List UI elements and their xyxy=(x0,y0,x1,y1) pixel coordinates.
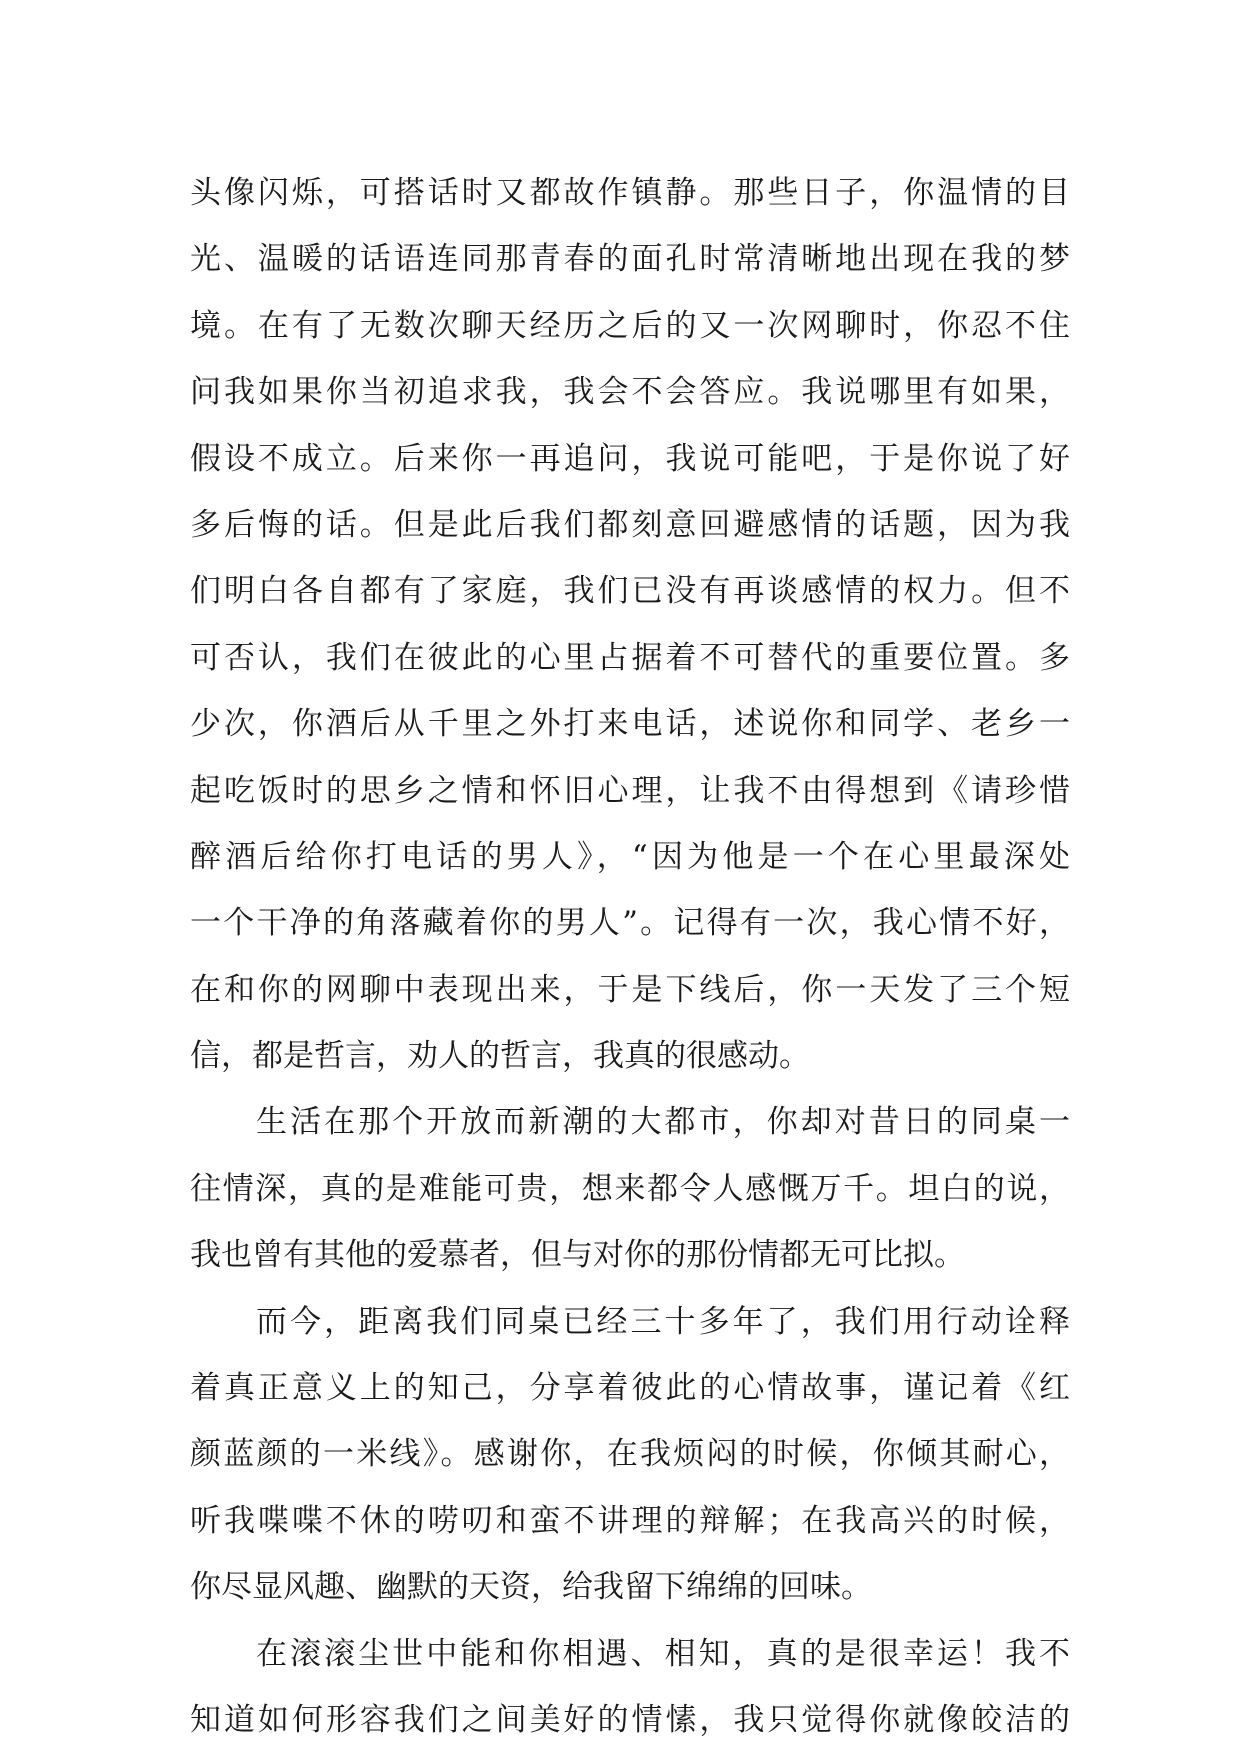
text-line: 生活在那个开放而新潮的大都市，你却对昔日的同桌一 xyxy=(256,1104,1070,1141)
text-line: 在滚滚尘世中能和你相遇、相知，真的是很幸运！我不 xyxy=(256,1635,1070,1672)
text-line: 少次，你酒后从千里之外打来电话，述说你和同学、老乡一 xyxy=(190,706,1070,743)
text-line: 起吃饭时的思乡之情和怀旧心理，让我不由得想到《请珍惜 xyxy=(190,772,1070,809)
body-text xyxy=(190,160,1070,1753)
text-line: 醉酒后给你打电话的男人》，“因为他是一个在心里最深处 xyxy=(190,838,1070,875)
text-line: 一个干净的角落藏着你的男人”。记得有一次，我心情不好， xyxy=(190,905,1070,942)
text-line: 假设不成立。后来你一再追问，我说可能吧，于是你说了好 xyxy=(190,440,1070,477)
text-line: 们明白各自都有了家庭，我们已没有再谈感情的权力。但不 xyxy=(190,573,1070,610)
text-line: 知道如何形容我们之间美好的情愫，我只觉得你就像皎洁的 xyxy=(190,1701,1070,1738)
text-line: 头像闪烁，可搭话时又都故作镇静。那些日子，你温情的目 xyxy=(190,175,1070,211)
text-line: 你尽显风趣、幽默的天资，给我留下绵绵的回味。 xyxy=(190,1569,872,1606)
text-line: 多后悔的话。但是此后我们都刻意回避感情的话题，因为我 xyxy=(190,506,1070,543)
text-line: 着真正意义上的知己，分享着彼此的心情故事，谨记着《红 xyxy=(190,1370,1070,1407)
text-line: 而今，距离我们同桌已经三十多年了，我们用行动诠释 xyxy=(256,1303,1070,1340)
text-line: 听我喋喋不休的唠叨和蛮不讲理的辩解；在我高兴的时候， xyxy=(190,1502,1070,1539)
text-line: 问我如果你当初追求我，我会不会答应。我说哪里有如果， xyxy=(190,374,1070,411)
text-line: 光、温暖的话语连同那青春的面孔时常清晰地出现在我的梦 xyxy=(190,241,1070,278)
text-line: 在和你的网聊中表现出来，于是下线后，你一天发了三个短 xyxy=(190,971,1070,1008)
text-line: 我也曾有其他的爱慕者，但与对你的那份情都无可比拟。 xyxy=(190,1237,965,1274)
text-line: 可否认，我们在彼此的心里占据着不可替代的重要位置。多 xyxy=(190,639,1070,676)
text-line: 信，都是哲言，劝人的哲言，我真的很感动。 xyxy=(190,1038,810,1075)
text-line: 往情深，真的是难能可贵，想来都令人感慨万千。坦白的说， xyxy=(190,1170,1070,1207)
text-line: 境。在有了无数次聊天经历之后的又一次网聊时，你忍不住 xyxy=(190,307,1070,344)
text-line: 颜蓝颜的一米线》。感谢你，在我烦闷的时候，你倾其耐心， xyxy=(190,1436,1070,1473)
